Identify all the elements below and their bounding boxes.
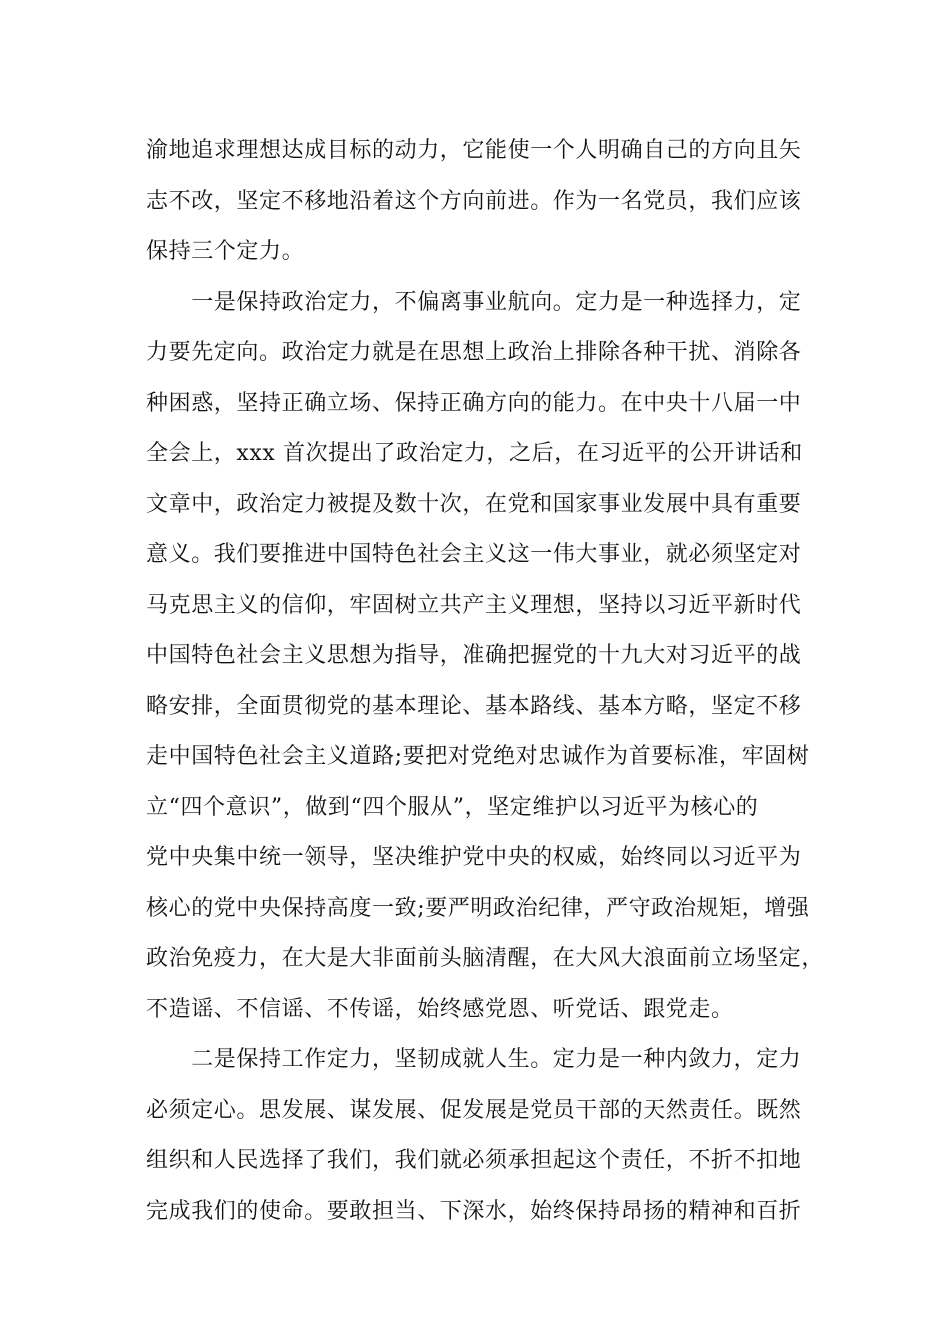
text-line: 略安排，全面贯彻党的基本理论、基本路线、基本方略，坚定不移: [146, 693, 802, 719]
text-line: 必须定心。思发展、谋发展、促发展是党员干部的天然责任。既然: [146, 1097, 802, 1123]
text-line: 全会上，xxx 首次提出了政治定力，之后，在习近平的公开讲话和: [146, 441, 803, 466]
paragraph-start-line: 一是保持政治定力，不偏离事业航向。定力是一种选择力，定: [146, 289, 802, 315]
text-line: 种困惑，坚持正确立场、保持正确方向的能力。在中央十八届一中: [146, 390, 802, 416]
text-line: 意义。我们要推进中国特色社会主义这一伟大事业，就必须坚定对: [146, 542, 802, 567]
text-line: 组织和人民选择了我们，我们就必须承担起这个责任，不折不扣地: [146, 1148, 802, 1173]
text-line: 党中央集中统一领导，坚决维护党中央的权威，始终同以习近平为: [146, 845, 802, 870]
paragraph-start-line: 二是保持工作定力，坚韧成就人生。定力是一种内敛力，定力: [146, 1047, 802, 1072]
text-line: 政治免疫力，在大是大非面前头脑清醒，在大风大浪面前立场坚定，: [146, 946, 825, 971]
text-line: 核心的党中央保持高度一致;要严明政治纪律，严守政治规矩，增强: [146, 895, 810, 921]
text-line: 中国特色社会主义思想为指导，准确把握党的十九大对习近平的战: [146, 643, 802, 668]
text-line: 马克思主义的信仰，牢固树立共产主义理想，坚持以习近平新时代: [146, 592, 802, 618]
text-line: 完成我们的使命。要敢担当、下深水，始终保持昂扬的精神和百折: [146, 1198, 802, 1224]
text-line: 保持三个定力。: [146, 239, 305, 264]
document-body: [146, 126, 825, 1237]
text-line: 志不改，坚定不移地沿着这个方向前进。作为一名党员，我们应该: [146, 188, 802, 214]
text-line: 渝地追求理想达成目标的动力，它能使一个人明确自己的方向且矢: [146, 138, 802, 163]
text-line: 文章中，政治定力被提及数十次，在党和国家事业发展中具有重要: [146, 491, 802, 517]
text-line: 不造谣、不信谣、不传谣，始终感党恩、听党话、跟党走。: [146, 996, 734, 1022]
text-line: 力要先定向。政治定力就是在思想上政治上排除各种干扰、消除各: [146, 340, 802, 365]
text-line: 立“四个意识”，做到“四个服从”，坚定维护以习近平为核心的: [146, 794, 759, 820]
text-line: 走中国特色社会主义道路;要把对党绝对忠诚作为首要标准，牢固树: [146, 744, 810, 769]
